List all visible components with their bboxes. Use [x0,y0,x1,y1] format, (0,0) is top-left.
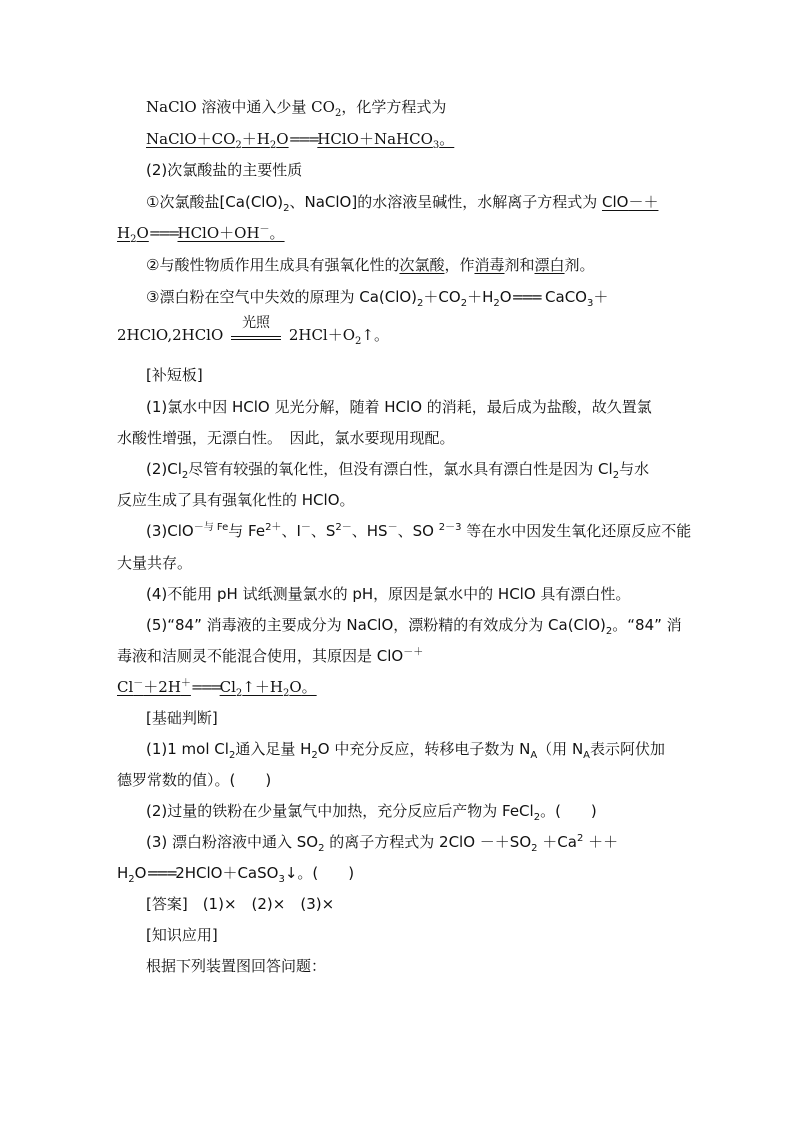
question-item: $H_2O===2HClO+CaSO_3↓$。( ) [117,864,355,885]
answer-equation: $H_2O===HClO+OH^-$。 [117,224,285,245]
answer-equation: $NaClO+CO_2+H_2O===HClO+NaHCO_3$。 [146,130,455,151]
equation-line: 2HClO,2HClO 光照 $2HCl+O_2↑$。 [117,315,389,347]
section-label: [知识应用] [146,926,218,944]
question-item: (2)过量的铁粉在少量氯气中加热，充分反应后产物为 FeCl$_2$。( ) [146,802,597,823]
answer-line: [答案] (1)× (2)× (3)× [146,895,335,913]
answer-equation: $Cl^-+2H^+===Cl_2↑+H_2O$。 [117,678,317,699]
question-item: 德罗常数的值）。( ) [117,771,272,789]
text-line: 水酸性增强，无漂白性。 因此，氯水要现用现配。 [117,429,455,447]
text-line: $(2)Cl_2$尽管有较强的氧化性，但没有漂白性，氯水具有漂白性是因为 $Cl_2$与水 [146,460,650,481]
section-heading: (2)次氯酸盐的主要性质 [146,161,303,179]
text-line: (4)不能用 pH 试纸测量氯水的 pH，原因是氯水中的 HClO 具有漂白性。 [146,585,631,603]
question-item: (3) 漂白粉溶液中通入 $SO_2$ 的离子方程式为 $2ClO -+SO_2 +Ca^2$ ＋＋ [146,833,619,854]
text-line: 根据下列装置图回答问题： [146,957,327,975]
section-label: [基础判断] [146,709,218,727]
text-line: 反应生成了具有强氧化性的 HClO。 [117,491,355,509]
reaction-condition-arrow: 光照 [231,330,281,340]
question-item: (1)1 mol $Cl_2$通入足量 $H_2O$ 中充分反应，转移电子数为 $N_A$（用 $N_A$表示阿伏加 [146,740,666,761]
text-line: (3)ClO$^{-与 Fe}$与 $Fe^{2+}$、I－、$S^{2-}$、HS－、SO $^{2-3}$ 等在水中因发生氧化还原反应不能 [146,522,692,540]
text-line: ①次氯酸盐[$Ca(ClO)_2$、NaClO]的水溶液呈碱性，水解离子方程式为 ClO－＋ [146,193,659,214]
section-label: [补短板] [146,366,203,384]
text-line: NaClO 溶液中通入少量 $CO_2$，化学方程式为 [146,98,447,119]
text-line: (5)“84” 消毒液的主要成分为 NaClO，漂粉精的有效成分为 $Ca(ClO)_2$。“84” 消 [146,616,682,637]
text-line: 大量共存。 [117,554,193,572]
text-line: (1)氯水中因 HClO 见光分解，随着 HClO 的消耗，最后成为盐酸，故久置氯 [146,398,652,416]
text-line: ②与酸性物质作用生成具有强氧化性的次氯酸，作消毒剂和漂白剂。 [146,256,595,274]
text-line: ③漂白粉在空气中失效的原理为 $Ca(ClO)_2+CO_2+H_2O===$ CaCO$_3$＋ [146,288,609,309]
text-line: 毒液和洁厕灵不能混合使用，其原因是 ClO－＋ [117,647,424,665]
